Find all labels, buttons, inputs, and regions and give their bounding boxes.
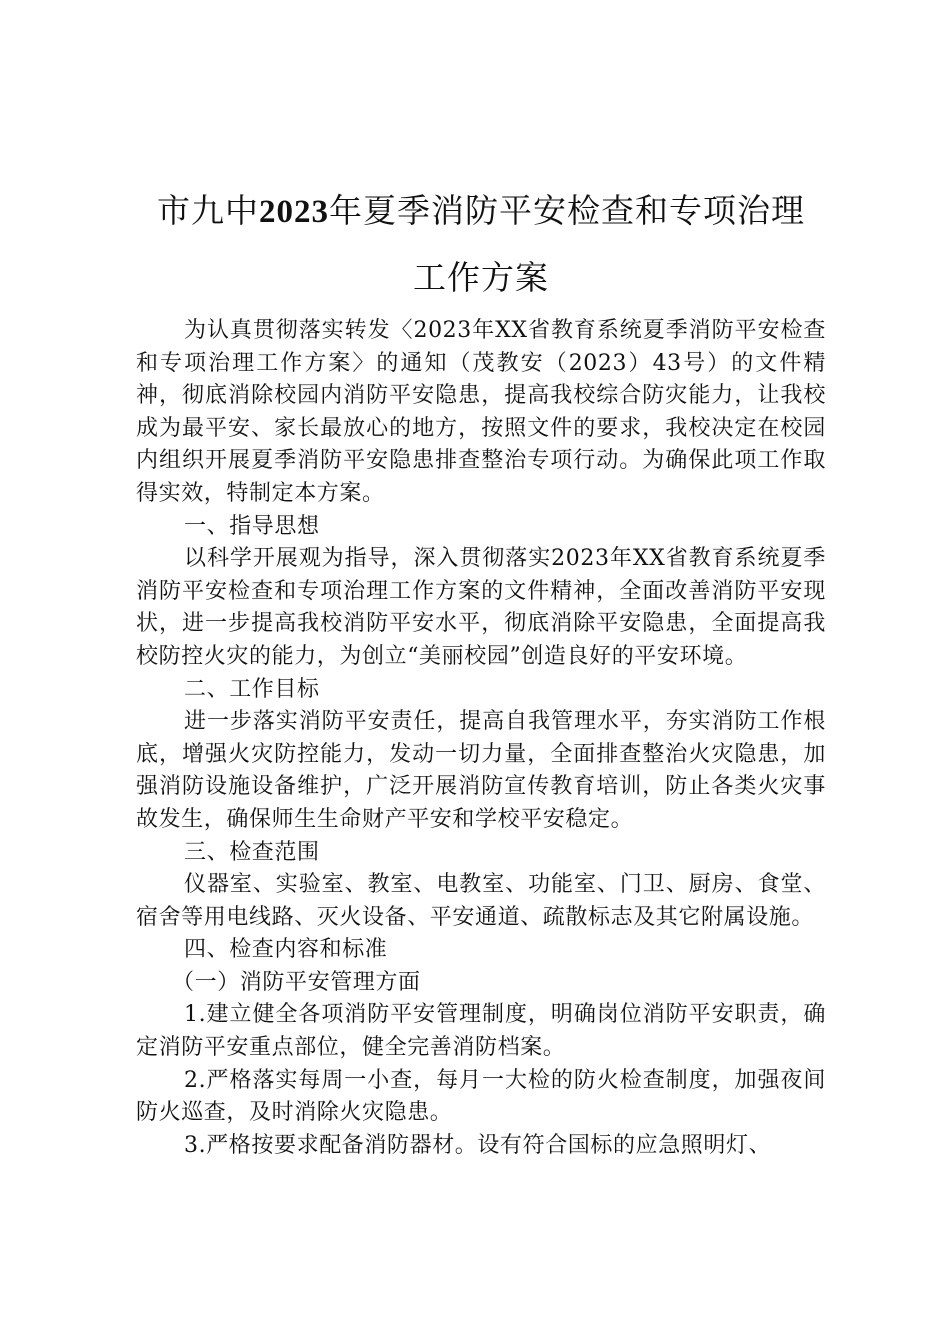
title-year: 2023 <box>259 194 329 230</box>
section4-heading: 四、检查内容和标准 <box>184 937 388 963</box>
section2-heading: 二、工作目标 <box>184 676 320 702</box>
document-body <box>136 315 826 1162</box>
list-item: 1.建立健全各项消防平安管理制度，明确岗位消防平安职责，确定消防平安重点部位，健全完善消防档案。 <box>136 1002 826 1061</box>
document-page <box>136 178 826 1162</box>
section1-heading: 一、指导思想 <box>184 513 320 539</box>
section2-paragraph: 进一步落实消防平安责任，提高自我管理水平，夯实消防工作根底，增强火灾防控能力，发动一切力量，全面排查整治火灾隐患，加强消防设施设备维护，广泛开展消防宣传教育培训，防止各类火灾事故发生，确保师生生命财产平安和学校平安稳定。 <box>136 709 826 832</box>
section3-heading: 三、检查范围 <box>184 839 320 865</box>
intro-paragraph: 为认真贯彻落实转发〈2023年XX省教育系统夏季消防平安检查和专项治理工作方案〉的通知（茂教安（2023）43号）的文件精神，彻底消除校园内消防平安隐患，提高我校综合防灾能力，让我校成为最平安、家长最放心的地方，按照文件的要求，我校决定在校园内组织开展夏季消防平安隐患排查整治专项行动。为确保此项工作取得实效，特制定本方案。 <box>136 318 826 506</box>
list-item: 2.严格落实每周一小查，每月一大检的防火检查制度，加强夜间防火巡查，及时消除火灾隐患。 <box>136 1067 826 1126</box>
title-line1-rest: 年夏季消防平安检查和专项治理 <box>329 191 805 230</box>
list-item: 3.严格按要求配备消防器材。设有符合国标的应急照明灯、 <box>184 1132 772 1158</box>
title-prefix: 市九中 <box>157 191 259 230</box>
section1-paragraph: 以科学开展观为指导，深入贯彻落实2023年XX省教育系统夏季消防平安检查和专项治理工作方案的文件精神，全面改善消防平安现状，进一步提高我校消防平安水平，彻底消除平安隐患，全面提高我校防控火灾的能力，为创立“美丽校园”创造良好的平安环境。 <box>136 546 826 669</box>
title-line2: 工作方案 <box>413 258 549 297</box>
document-title <box>136 178 826 311</box>
subsection1-heading: （一）消防平安管理方面 <box>172 969 421 995</box>
section3-paragraph: 仪器室、实验室、教室、电教室、功能室、门卫、厨房、食堂、宿舍等用电线路、灭火设备、平安通道、疏散标志及其它附属设施。 <box>136 872 826 930</box>
